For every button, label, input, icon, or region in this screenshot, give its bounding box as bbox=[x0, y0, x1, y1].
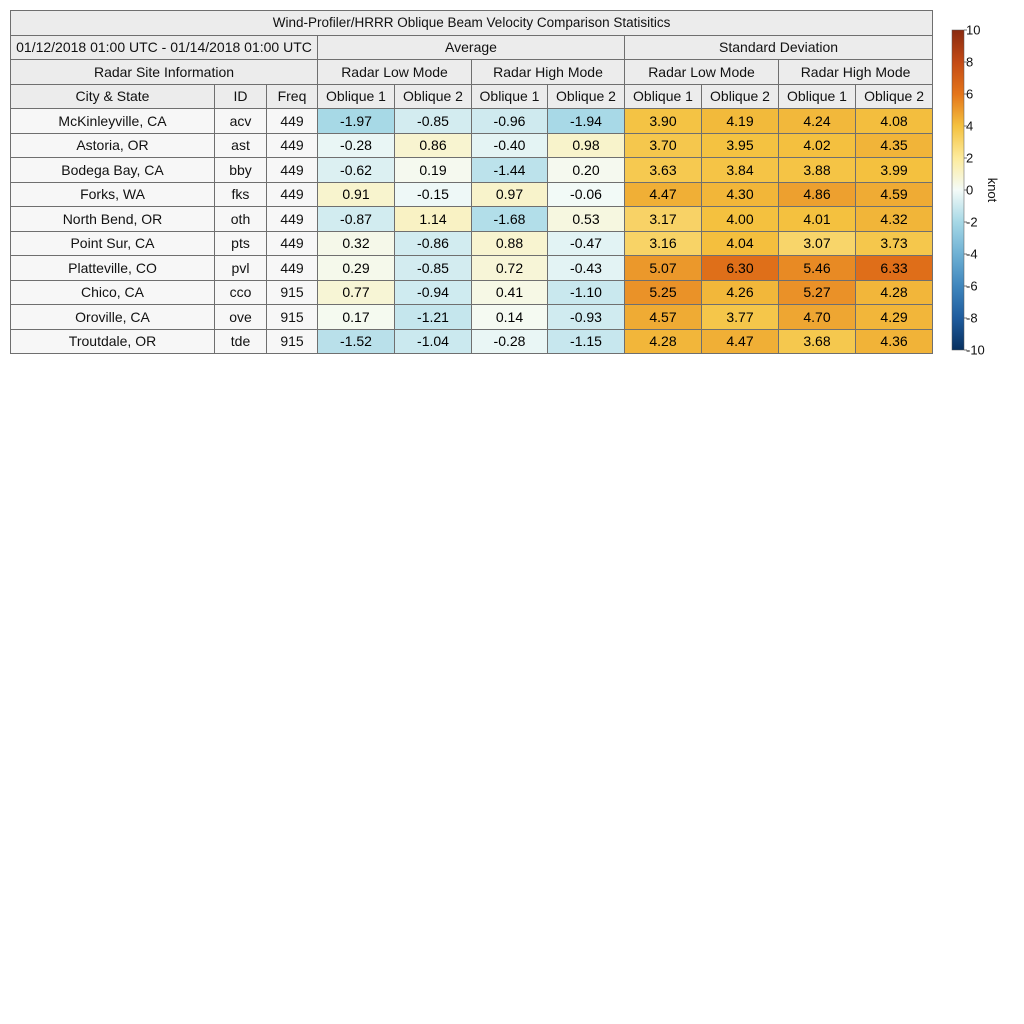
site-name-cell: Bodega Bay, CA bbox=[11, 158, 215, 183]
heatmap-cell: 0.20 bbox=[548, 158, 625, 183]
heatmap-cell: -0.87 bbox=[318, 207, 395, 232]
heatmap-cell: 5.46 bbox=[779, 256, 856, 281]
heatmap-cell: 5.25 bbox=[625, 280, 702, 305]
heatmap-cell: 3.99 bbox=[856, 158, 933, 183]
heatmap-cell: 0.17 bbox=[318, 305, 395, 330]
heatmap-cell: 3.84 bbox=[702, 158, 779, 183]
column-header-std-low-oblique-2: Oblique 2 bbox=[702, 84, 779, 109]
site-name-cell: Point Sur, CA bbox=[11, 231, 215, 256]
heatmap-cell: 5.27 bbox=[779, 280, 856, 305]
group-header-row bbox=[11, 35, 933, 60]
table-row bbox=[11, 305, 933, 330]
heatmap-cell: 3.07 bbox=[779, 231, 856, 256]
site-freq-cell: 915 bbox=[267, 329, 318, 354]
heatmap-cell: -0.62 bbox=[318, 158, 395, 183]
colorbar-tick-label: 2 bbox=[966, 150, 974, 166]
table-row bbox=[11, 329, 933, 354]
column-header-std-high-oblique-2: Oblique 2 bbox=[856, 84, 933, 109]
column-header-std-low-oblique-1: Oblique 1 bbox=[625, 84, 702, 109]
avg-low-mode-header: Radar Low Mode bbox=[318, 60, 472, 85]
heatmap-cell: -0.15 bbox=[395, 182, 472, 207]
colorbar-label: knot bbox=[985, 177, 1000, 203]
average-header: Average bbox=[318, 35, 625, 60]
heatmap-cell: 4.57 bbox=[625, 305, 702, 330]
site-freq-cell: 449 bbox=[267, 231, 318, 256]
table-row bbox=[11, 158, 933, 183]
site-name-cell: McKinleyville, CA bbox=[11, 109, 215, 134]
colorbar-tick-label: 8 bbox=[966, 54, 974, 70]
heatmap-cell: 4.86 bbox=[779, 182, 856, 207]
heatmap-cell: -0.85 bbox=[395, 256, 472, 281]
site-id-cell: pts bbox=[215, 231, 267, 256]
heatmap-cell: 4.04 bbox=[702, 231, 779, 256]
heatmap-cell: 4.35 bbox=[856, 133, 933, 158]
site-id-cell: bby bbox=[215, 158, 267, 183]
heatmap-cell: 0.98 bbox=[548, 133, 625, 158]
table-body bbox=[11, 109, 933, 354]
table-row bbox=[11, 109, 933, 134]
heatmap-cell: 6.30 bbox=[702, 256, 779, 281]
site-id-cell: ove bbox=[215, 305, 267, 330]
site-freq-cell: 449 bbox=[267, 133, 318, 158]
heatmap-cell: 4.26 bbox=[702, 280, 779, 305]
heatmap-cell: 4.01 bbox=[779, 207, 856, 232]
heatmap-cell: -0.85 bbox=[395, 109, 472, 134]
heatmap-cell: 4.02 bbox=[779, 133, 856, 158]
heatmap-cell: -0.47 bbox=[548, 231, 625, 256]
heatmap-cell: 4.32 bbox=[856, 207, 933, 232]
heatmap-cell: -0.93 bbox=[548, 305, 625, 330]
heatmap-cell: 3.70 bbox=[625, 133, 702, 158]
heatmap-cell: 3.95 bbox=[702, 133, 779, 158]
mode-header-row bbox=[11, 60, 933, 85]
site-name-cell: Troutdale, OR bbox=[11, 329, 215, 354]
heatmap-cell: 4.24 bbox=[779, 109, 856, 134]
colorbar-tick-label: 0 bbox=[966, 182, 974, 198]
heatmap-cell: -0.86 bbox=[395, 231, 472, 256]
heatmap-cell: 3.88 bbox=[779, 158, 856, 183]
table-row bbox=[11, 256, 933, 281]
colorbar-ticks bbox=[964, 23, 985, 358]
colorbar-tick-label: 10 bbox=[966, 22, 981, 38]
site-id-cell: oth bbox=[215, 207, 267, 232]
site-info-header: Radar Site Information bbox=[11, 60, 318, 85]
colorbar-tick-label: -4 bbox=[966, 246, 978, 262]
comparison-table bbox=[10, 10, 933, 354]
heatmap-cell: 0.97 bbox=[472, 182, 548, 207]
heatmap-cell: 0.91 bbox=[318, 182, 395, 207]
heatmap-cell: 6.33 bbox=[856, 256, 933, 281]
heatmap-cell: -1.68 bbox=[472, 207, 548, 232]
site-freq-cell: 449 bbox=[267, 207, 318, 232]
site-freq-cell: 915 bbox=[267, 280, 318, 305]
heatmap-cell: 0.88 bbox=[472, 231, 548, 256]
site-freq-cell: 449 bbox=[267, 109, 318, 134]
heatmap-cell: 0.86 bbox=[395, 133, 472, 158]
column-header-avg-low-oblique-2: Oblique 2 bbox=[395, 84, 472, 109]
std-low-mode-header: Radar Low Mode bbox=[625, 60, 779, 85]
heatmap-cell: -0.06 bbox=[548, 182, 625, 207]
avg-high-mode-header: Radar High Mode bbox=[472, 60, 625, 85]
column-header-std-high-oblique-1: Oblique 1 bbox=[779, 84, 856, 109]
colorbar-tick-label: -10 bbox=[966, 342, 985, 358]
table-title: Wind-Profiler/HRRR Oblique Beam Velocity Comparison Statisitics bbox=[11, 11, 933, 36]
table-row bbox=[11, 231, 933, 256]
colorbar-gradient bbox=[952, 30, 964, 350]
column-header-avg-high-oblique-2: Oblique 2 bbox=[548, 84, 625, 109]
heatmap-cell: -1.94 bbox=[548, 109, 625, 134]
heatmap-cell: 4.28 bbox=[856, 280, 933, 305]
heatmap-cell: 0.72 bbox=[472, 256, 548, 281]
site-freq-cell: 915 bbox=[267, 305, 318, 330]
site-id-cell: cco bbox=[215, 280, 267, 305]
heatmap-cell: -1.21 bbox=[395, 305, 472, 330]
site-id-cell: fks bbox=[215, 182, 267, 207]
date-range: 01/12/2018 01:00 UTC - 01/14/2018 01:00 UTC bbox=[11, 35, 318, 60]
colorbar-tick-label: -6 bbox=[966, 278, 978, 294]
site-name-cell: North Bend, OR bbox=[11, 207, 215, 232]
site-name-cell: Astoria, OR bbox=[11, 133, 215, 158]
heatmap-cell: 4.19 bbox=[702, 109, 779, 134]
site-id-cell: ast bbox=[215, 133, 267, 158]
heatmap-cell: -0.40 bbox=[472, 133, 548, 158]
heatmap-cell: 4.28 bbox=[625, 329, 702, 354]
heatmap-cell: -0.28 bbox=[472, 329, 548, 354]
title-row bbox=[11, 11, 933, 36]
site-id-cell: pvl bbox=[215, 256, 267, 281]
site-name-cell: Oroville, CA bbox=[11, 305, 215, 330]
heatmap-cell: 4.47 bbox=[702, 329, 779, 354]
site-freq-cell: 449 bbox=[267, 158, 318, 183]
std-high-mode-header: Radar High Mode bbox=[779, 60, 933, 85]
site-id-cell: acv bbox=[215, 109, 267, 134]
column-header-avg-low-oblique-1: Oblique 1 bbox=[318, 84, 395, 109]
heatmap-cell: -1.10 bbox=[548, 280, 625, 305]
heatmap-cell: -0.28 bbox=[318, 133, 395, 158]
heatmap-cell: -0.94 bbox=[395, 280, 472, 305]
colorbar-tick-label: -2 bbox=[966, 214, 978, 230]
heatmap-cell: 3.17 bbox=[625, 207, 702, 232]
heatmap-cell: 4.36 bbox=[856, 329, 933, 354]
heatmap-cell: 3.68 bbox=[779, 329, 856, 354]
heatmap-cell: 0.77 bbox=[318, 280, 395, 305]
site-name-cell: Platteville, CO bbox=[11, 256, 215, 281]
heatmap-cell: 3.63 bbox=[625, 158, 702, 183]
heatmap-cell: 0.32 bbox=[318, 231, 395, 256]
heatmap-cell: 3.90 bbox=[625, 109, 702, 134]
site-name-cell: Forks, WA bbox=[11, 182, 215, 207]
heatmap-cell: 0.19 bbox=[395, 158, 472, 183]
heatmap-cell: -0.43 bbox=[548, 256, 625, 281]
heatmap-cell: 0.14 bbox=[472, 305, 548, 330]
heatmap-cell: -1.52 bbox=[318, 329, 395, 354]
heatmap-cell: 4.00 bbox=[702, 207, 779, 232]
heatmap-cell: 3.73 bbox=[856, 231, 933, 256]
heatmap-cell: 4.30 bbox=[702, 182, 779, 207]
column-header-freq: Freq bbox=[267, 84, 318, 109]
heatmap-cell: -1.15 bbox=[548, 329, 625, 354]
column-header-row bbox=[11, 84, 933, 109]
colorbar bbox=[950, 22, 1010, 358]
table-row bbox=[11, 207, 933, 232]
heatmap-cell: 4.70 bbox=[779, 305, 856, 330]
heatmap-cell: 4.47 bbox=[625, 182, 702, 207]
column-header-avg-high-oblique-1: Oblique 1 bbox=[472, 84, 548, 109]
heatmap-cell: 0.41 bbox=[472, 280, 548, 305]
colorbar-tick-label: -8 bbox=[966, 310, 978, 326]
heatmap-cell: 3.77 bbox=[702, 305, 779, 330]
heatmap-cell: -1.97 bbox=[318, 109, 395, 134]
heatmap-cell: 4.29 bbox=[856, 305, 933, 330]
site-id-cell: tde bbox=[215, 329, 267, 354]
heatmap-cell: 5.07 bbox=[625, 256, 702, 281]
heatmap-cell: 3.16 bbox=[625, 231, 702, 256]
colorbar-tick-label: 6 bbox=[966, 86, 974, 102]
table-row bbox=[11, 280, 933, 305]
heatmap-cell: -1.44 bbox=[472, 158, 548, 183]
std-dev-header: Standard Deviation bbox=[625, 35, 933, 60]
table-row bbox=[11, 133, 933, 158]
heatmap-cell: -0.96 bbox=[472, 109, 548, 134]
heatmap-cell: 0.29 bbox=[318, 256, 395, 281]
table-row bbox=[11, 182, 933, 207]
column-header-id: ID bbox=[215, 84, 267, 109]
heatmap-cell: -1.04 bbox=[395, 329, 472, 354]
heatmap-cell: 0.53 bbox=[548, 207, 625, 232]
site-freq-cell: 449 bbox=[267, 256, 318, 281]
site-name-cell: Chico, CA bbox=[11, 280, 215, 305]
heatmap-cell: 1.14 bbox=[395, 207, 472, 232]
site-freq-cell: 449 bbox=[267, 182, 318, 207]
colorbar-tick-label: 4 bbox=[966, 118, 974, 134]
column-header-city: City & State bbox=[11, 84, 215, 109]
heatmap-cell: 4.08 bbox=[856, 109, 933, 134]
heatmap-cell: 4.59 bbox=[856, 182, 933, 207]
